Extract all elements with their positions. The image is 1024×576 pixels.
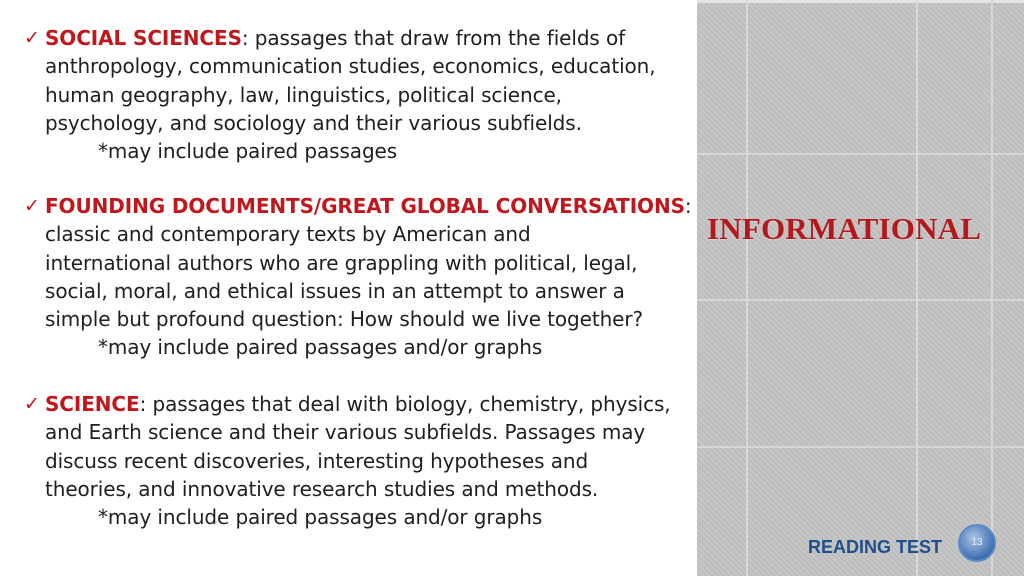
item-text-line: simple but profound question: How should we live together? (45, 307, 644, 332)
item-text-line: human geography, law, linguistics, political science, (45, 82, 562, 107)
item-separator: : (684, 194, 692, 218)
list-item-founding-documents (24, 192, 696, 362)
checkmark-icon: ✓ (24, 195, 40, 217)
item-text-line: theories, and innovative research studies and methods. (45, 476, 599, 501)
item-separator: : (241, 26, 249, 50)
item-text-line: psychology, and sociology and their various subfields. (45, 110, 582, 135)
item-note: *may include paired passages and/or graphs (98, 505, 543, 530)
checkmark-icon: ✓ (24, 393, 40, 415)
section-heading: INFORMATIONAL (707, 211, 982, 246)
side-panel (697, 0, 1024, 576)
list-item-science (24, 390, 696, 531)
item-term: FOUNDING DOCUMENTS/GREAT GLOBAL CONVERSATIONS (45, 194, 685, 218)
item-separator: : (139, 392, 147, 416)
footer-label: READING TEST (808, 537, 943, 557)
item-text-line: passages that deal with biology, chemistry, physics, (146, 392, 671, 416)
item-text-line: classic and contemporary texts by American and (45, 222, 531, 247)
item-note: *may include paired passages and/or graphs (98, 335, 543, 360)
list-item-social-sciences (24, 24, 696, 165)
item-term: SCIENCE (45, 392, 140, 416)
checkmark-icon: ✓ (24, 27, 40, 49)
item-text-line: anthropology, communication studies, economics, education, (45, 54, 656, 79)
item-text-line: passages that draw from the fields of (248, 26, 626, 50)
item-text-line: social, moral, and ethical issues in an attempt to answer a (45, 278, 625, 303)
page-number-badge: 13 (958, 524, 996, 562)
item-text-line: discuss recent discoveries, interesting hypotheses and (45, 448, 589, 473)
item-term: SOCIAL SCIENCES (45, 26, 242, 50)
item-text-line: and Earth science and their various subfields. Passages may (45, 420, 646, 445)
item-text-line: international authors who are grappling with political, legal, (45, 250, 638, 275)
item-note: *may include paired passages (98, 139, 398, 164)
